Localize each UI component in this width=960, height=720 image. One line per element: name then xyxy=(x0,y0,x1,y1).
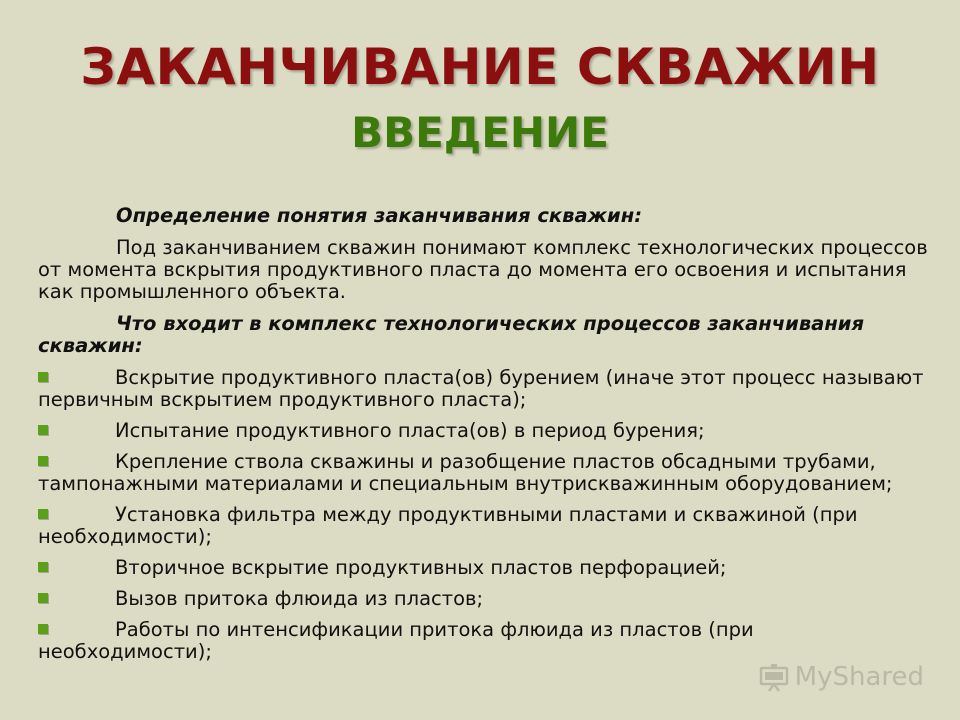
list-item: Вскрытие продуктивного пласта(ов) бурением (иначе этот процесс называют первичным вскрытием продуктивного пласта); xyxy=(38,366,924,411)
definition-text: Под заканчиванием скважин понимают комплекс технологических процессов от момента вскрытия продуктивного пласта до момента его освоения и испытания как промышленного объекта. xyxy=(38,236,928,303)
bullet-icon xyxy=(38,562,48,572)
list-item: Крепление ствола скважины и разобщение пластов обсадными трубами, тампонажными материалами и специальным внутрискважинным оборудованием; xyxy=(38,450,893,495)
watermark-logo xyxy=(759,662,924,692)
watermark-text: MyShared xyxy=(794,662,924,692)
list-item: Вторичное вскрытие продуктивных пластов перфорацией; xyxy=(38,557,930,579)
bullet-icon xyxy=(38,624,48,634)
slide-body xyxy=(38,205,930,672)
bullet-icon xyxy=(38,372,48,382)
bullet-icon xyxy=(38,425,48,435)
bullet-icon xyxy=(38,509,48,519)
process-list xyxy=(38,367,930,663)
presentation-board-icon xyxy=(759,662,789,692)
slide-subtitle: ВВЕДЕНИЕ xyxy=(351,108,609,157)
slide-title: ЗАКАНЧИВАНИЕ СКВАЖИН xyxy=(80,38,880,96)
definition-heading: Определение понятия заканчивания скважин: xyxy=(116,204,642,227)
list-item: Вызов притока флюида из пластов; xyxy=(38,588,930,610)
list-heading: Что входит в комплекс технологических процессов заканчивания скважин: xyxy=(38,312,864,357)
list-item: Испытание продуктивного пласта(ов) в период бурения; xyxy=(38,420,930,442)
bullet-icon xyxy=(38,593,48,603)
list-item: Установка фильтра между продуктивными пластами и скважиной (при необходимости); xyxy=(38,503,858,548)
bullet-icon xyxy=(38,456,48,466)
list-item: Работы по интенсификации притока флюида из пластов (при необходимости); xyxy=(38,618,754,663)
